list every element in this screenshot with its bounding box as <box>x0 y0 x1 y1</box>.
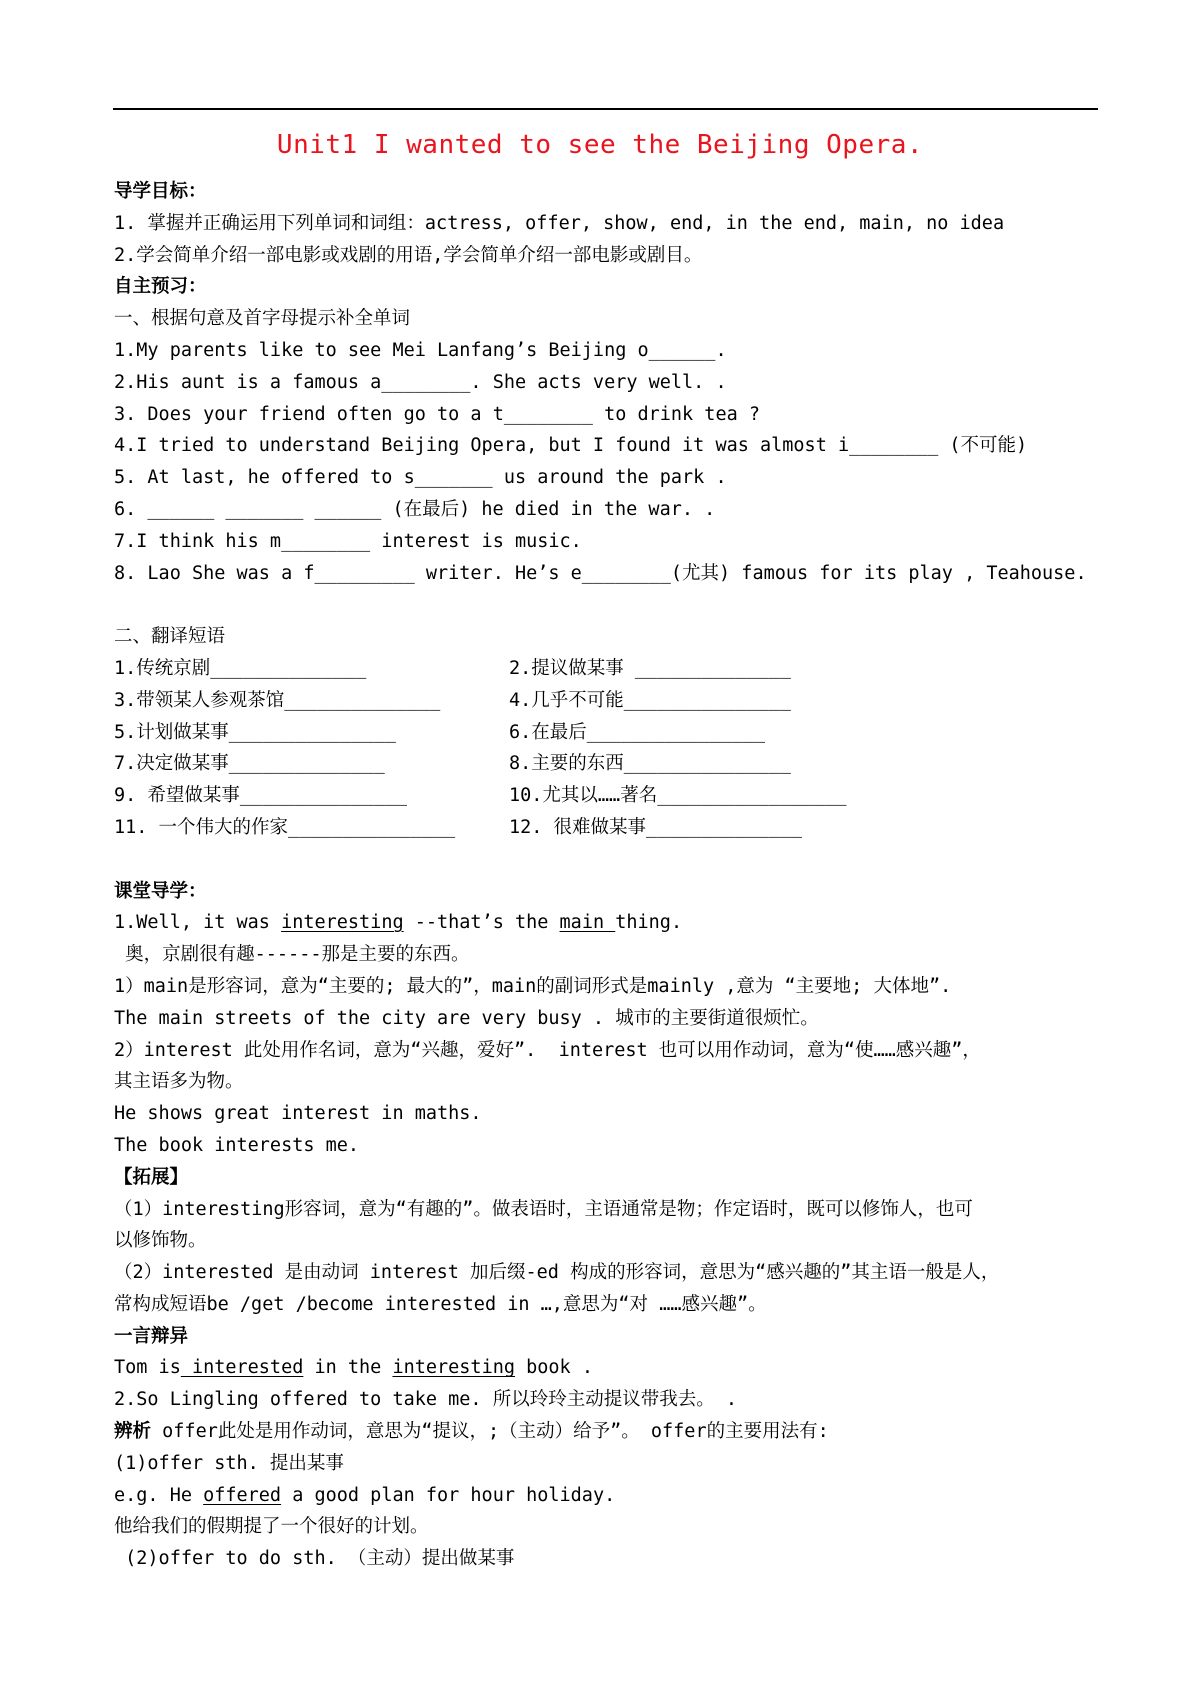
spacer <box>114 844 1104 876</box>
exercise-item: 6. ______ _______ ______ (在最后) he died in the war. . <box>114 498 716 520</box>
part2-title: 二、翻译短语 <box>114 626 226 648</box>
explanation-line: 1）main是形容词，意为“主要的; 最大的”，main的副词形式是mainly ,意为 “主要地; 大体地”. <box>114 975 952 997</box>
text-segment: a good plan for hour holiday. <box>281 1484 616 1506</box>
example-sentence <box>114 907 1104 939</box>
phrase-item: 12. 很难做某事______________ <box>509 816 802 838</box>
phrase-item: 9. 希望做某事_______________ <box>114 785 407 807</box>
preview-heading: 自主预习： <box>114 276 207 298</box>
exercise-item: 2.His aunt is a famous a________. She acts very well. . <box>114 371 727 393</box>
header-rule <box>113 108 1098 110</box>
phrase-row <box>114 717 1104 749</box>
class-heading: 课堂导学： <box>114 880 207 902</box>
analysis-label: 辨析 <box>114 1421 152 1443</box>
explanation-line: （1）interesting形容词，意为“有趣的”。做表语时，主语通常是物；作定语时，既可以修饰人，也可 <box>114 1198 973 1220</box>
usage-line: (2)offer to do sth. （主动）提出做某事 <box>114 1548 515 1570</box>
exercise-item: 5. At last, he offered to s_______ us around the park . <box>114 467 727 489</box>
phrase-row <box>114 653 1104 685</box>
phrase-item: 11. 一个伟大的作家_______________ <box>114 816 456 838</box>
goal-item: 2.学会简单介绍一部电影或戏剧的用语,学会简单介绍一部电影或剧目。 <box>114 244 703 266</box>
text-segment: e.g. He <box>114 1484 204 1506</box>
text-segment: offer此处是用作动词，意思为“提议，;（主动）给予”。 offer的主要用法有: <box>151 1421 829 1443</box>
explanation-line: 2）interest 此处用作名词，意为“兴趣，爱好”. interest 也可以用作动词，意为“使……感兴趣”， <box>114 1039 981 1061</box>
phrase-row <box>114 685 1104 717</box>
exercise-item: 3. Does your friend often go to a t________ to drink tea ? <box>114 403 761 425</box>
phrase-item: 3.带领某人参观茶馆______________ <box>114 689 441 711</box>
text-segment: book . <box>515 1357 593 1379</box>
phrase-item: 4.几乎不可能_______________ <box>509 689 791 711</box>
explanation-line: 其主语多为物。 <box>114 1071 244 1093</box>
example-sentence: 2.So Lingling offered to take me. 所以玲玲主动提议带我去。 . <box>114 1389 737 1411</box>
explanation-line: The book interests me. <box>114 1134 360 1156</box>
phrase-item: 2.提议做某事 ______________ <box>509 657 791 679</box>
text-segment: 1.Well, it was <box>114 912 282 934</box>
exercise-item: 1.My parents like to see Mei Lanfang’s Beijing o______. <box>114 339 727 361</box>
goals-heading: 导学目标： <box>114 181 207 202</box>
phrase-row <box>114 812 1104 844</box>
underlined-word: offered <box>203 1484 282 1506</box>
underlined-word: interested <box>180 1357 304 1379</box>
translation-line: 他给我们的假期提了一个很好的计划。 <box>114 1516 429 1538</box>
usage-line: (1)offer sth. 提出某事 <box>114 1452 344 1474</box>
explanation-line: 以修饰物。 <box>114 1230 207 1252</box>
goal-item: 1. 掌握并正确运用下列单词和词组：actress, offer, show, end, in the end, main, no idea <box>114 212 1005 234</box>
underlined-word: interesting <box>392 1357 515 1379</box>
explanation-line: 奥，京剧很有趣------那是主要的东西。 <box>114 944 470 966</box>
content <box>114 176 1104 1575</box>
explanation-line: 常构成短语be /get /become interested in …,意思为“对 ……感兴趣”。 <box>114 1293 767 1315</box>
phrase-item: 10.尤其以……著名_________________ <box>509 785 847 807</box>
explanation-line: The main streets of the city are very busy . 城市的主要街道很烦忙。 <box>114 1007 819 1029</box>
text-segment: in the <box>303 1357 393 1379</box>
exercise-item: 8. Lao She was a f_________ writer. He’s e________(尤其) famous for its play , Teahouse. <box>114 562 1087 584</box>
phrase-item: 5.计划做某事_______________ <box>114 721 396 743</box>
phrase-item: 7.决定做某事______________ <box>114 753 385 775</box>
distinguish-heading: 一言辩异 <box>114 1325 189 1347</box>
phrase-row <box>114 780 1104 812</box>
phrase-item: 6.在最后________________ <box>509 721 765 743</box>
explanation-line: He shows great interest in maths. <box>114 1103 482 1125</box>
text-segment: Tom is <box>114 1357 181 1379</box>
analysis-line <box>114 1416 1104 1448</box>
phrase-row <box>114 748 1104 780</box>
page-title: Unit1 I wanted to see the Beijing Opera. <box>276 130 924 160</box>
underlined-word: interesting <box>281 912 404 934</box>
underlined-word: main <box>559 912 616 934</box>
text-segment: thing. <box>615 912 683 934</box>
expand-heading: 【拓展】 <box>114 1166 189 1188</box>
explanation-line: （2）interested 是由动词 interest 加后缀-ed 构成的形容词，意思为“感兴趣的”其主语一般是人， <box>114 1262 1000 1284</box>
example-sentence <box>114 1352 1104 1384</box>
example-sentence <box>114 1480 1104 1512</box>
text-segment: --that’s the <box>403 912 560 934</box>
phrase-item: 1.传统京剧______________ <box>114 657 367 679</box>
phrase-item: 8.主要的东西_______________ <box>509 753 791 775</box>
exercise-item: 4.I tried to understand Beijing Opera, but I found it was almost i________ (不可能) <box>114 435 1028 457</box>
part1-title: 一、根据句意及首字母提示补全单词 <box>114 308 411 330</box>
spacer <box>114 589 1104 621</box>
exercise-item: 7.I think his m________ interest is music. <box>114 530 582 552</box>
